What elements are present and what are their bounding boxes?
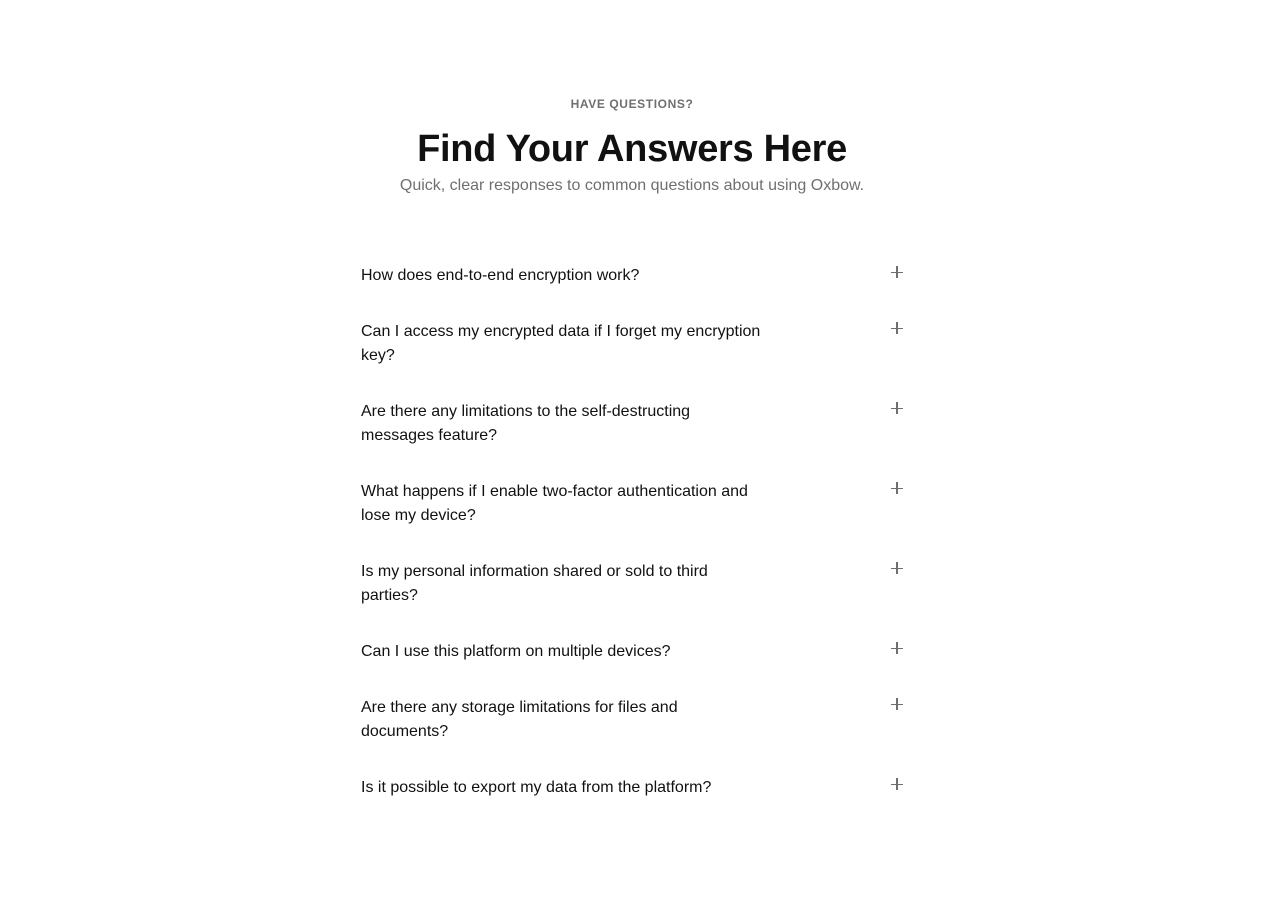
plus-icon[interactable]	[889, 776, 905, 792]
faq-item-personal-info[interactable]	[361, 548, 905, 628]
faq-item-two-factor[interactable]	[361, 468, 905, 548]
page-title: Find Your Answers Here	[417, 128, 847, 170]
plus-icon[interactable]	[889, 560, 905, 576]
faq-item-self-destructing[interactable]	[361, 388, 905, 468]
plus-icon[interactable]	[889, 640, 905, 656]
faq-question: What happens if I enable two-factor authentication and lose my device?	[361, 483, 748, 524]
plus-icon[interactable]	[889, 400, 905, 416]
faq-header	[0, 96, 1264, 198]
faq-list	[361, 252, 905, 820]
faq-question: Are there any limitations to the self-destructing messages feature?	[361, 403, 691, 444]
eyebrow-label: HAVE QUESTIONS?	[570, 97, 694, 111]
faq-question: Are there any storage limitations for files and documents?	[361, 699, 678, 740]
plus-icon[interactable]	[889, 480, 905, 496]
faq-question: Can I access my encrypted data if I forget my encryption key?	[361, 323, 761, 364]
faq-question: How does end-to-end encryption work?	[361, 267, 640, 284]
faq-item-export-data[interactable]	[361, 764, 905, 820]
faq-question: Can I use this platform on multiple devices?	[361, 643, 671, 660]
faq-question: Is my personal information shared or sold to third parties?	[361, 563, 708, 604]
plus-icon[interactable]	[889, 320, 905, 336]
faq-item-forgot-key[interactable]	[361, 308, 905, 388]
faq-question: Is it possible to export my data from the platform?	[361, 779, 712, 796]
faq-item-multiple-devices[interactable]	[361, 628, 905, 684]
faq-item-storage-limits[interactable]	[361, 684, 905, 764]
plus-icon[interactable]	[889, 696, 905, 712]
faq-item-end-to-end-encryption[interactable]	[361, 252, 905, 308]
plus-icon[interactable]	[889, 264, 905, 280]
page-subtitle: Quick, clear responses to common questions about using Oxbow.	[399, 177, 865, 194]
